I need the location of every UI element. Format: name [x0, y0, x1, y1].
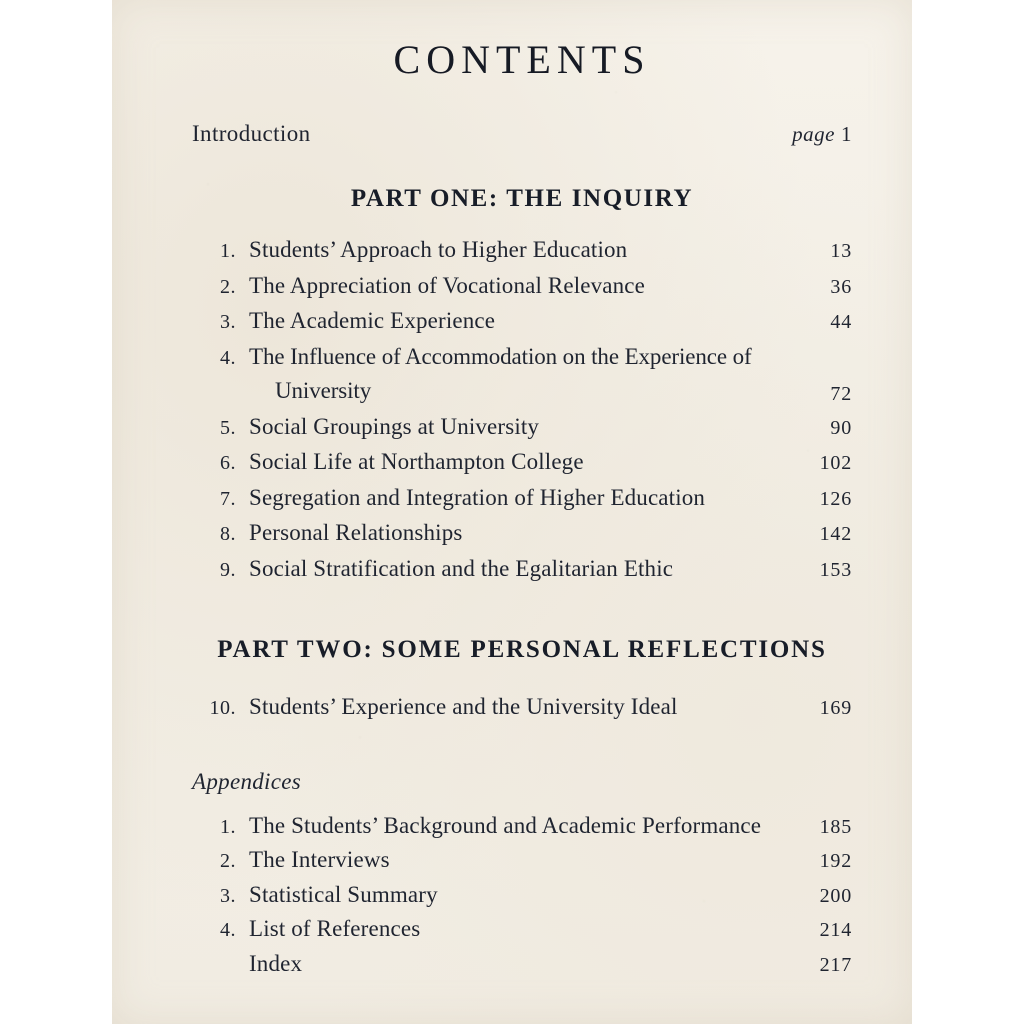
entry-page: 44: [830, 311, 852, 333]
entry-number: 3.: [220, 311, 236, 333]
list-item: [192, 233, 852, 268]
list-item: [192, 516, 852, 551]
list-item: [192, 843, 852, 878]
part-two-heading: PART TWO: SOME PERSONAL REFLECTIONS: [217, 636, 827, 663]
entry-page: 192: [819, 850, 852, 872]
entry-title: Segregation and Integration of Higher Education: [249, 484, 706, 510]
entry-title-line2: University: [275, 378, 372, 403]
entry-page: 214: [819, 919, 852, 941]
list-item: [192, 304, 852, 339]
list-item: [192, 878, 852, 913]
introduction-entry: [192, 121, 852, 147]
entry-number: 6.: [220, 452, 236, 474]
entry-title: The Interviews: [249, 847, 390, 872]
part-one-list: [192, 233, 852, 586]
entry-page: 169: [819, 697, 852, 719]
entry-number: 7.: [220, 487, 236, 510]
entry-title: [249, 340, 796, 409]
list-item: [192, 269, 852, 304]
list-item: [192, 410, 852, 445]
entry-title: Statistical Summary: [249, 881, 438, 907]
entry-page: 36: [830, 275, 852, 298]
entry-title: Students’ Approach to Higher Education: [249, 237, 628, 262]
entry-page: 142: [819, 523, 852, 545]
entry-title: Social Stratification and the Egalitarian Ethic: [249, 555, 674, 581]
contents-page-content: [112, 36, 912, 981]
entry-number: 10.: [209, 697, 236, 719]
entry-number: 4.: [220, 919, 236, 941]
entry-page: 126: [819, 487, 852, 510]
entry-page: 200: [819, 884, 852, 907]
entry-title: Social Life at Northampton College: [249, 449, 584, 474]
list-item: [192, 552, 852, 587]
list-item: [192, 912, 852, 947]
list-item: [192, 947, 852, 982]
appendices-list: [192, 809, 852, 982]
list-item: [192, 481, 852, 516]
entry-title-line1: The Influence of Accommodation on the Experience of: [249, 343, 752, 369]
entry-title: List of References: [249, 916, 421, 941]
entry-page: 185: [819, 815, 852, 838]
entry-page: 90: [830, 416, 852, 439]
page-word-label: page: [792, 122, 835, 146]
entry-title: The Academic Experience: [249, 308, 496, 333]
entry-number: 4.: [220, 346, 236, 369]
entry-number: 1.: [220, 815, 236, 838]
entry-title: Index: [249, 950, 303, 976]
entry-number: 2.: [220, 275, 236, 298]
entry-page: 102: [819, 452, 852, 474]
entry-page: 72: [830, 382, 852, 405]
introduction-label: Introduction: [192, 121, 311, 146]
entry-title: Personal Relationships: [249, 520, 463, 545]
introduction-page: [792, 122, 852, 147]
entry-number: 1.: [220, 240, 236, 262]
entry-number: 3.: [220, 884, 236, 907]
book-page: [112, 0, 912, 1024]
introduction-page-number: 1: [841, 122, 852, 146]
part-two-list: [192, 690, 852, 725]
entry-page: 153: [819, 558, 852, 581]
entry-number: [192, 950, 249, 980]
list-item: [192, 690, 852, 725]
entry-title: The Appreciation of Vocational Relevance: [249, 272, 646, 298]
entry-number: 8.: [220, 523, 236, 545]
entry-number: 9.: [220, 558, 236, 581]
entry-page: 13: [830, 240, 852, 262]
list-item: [192, 340, 852, 409]
appendices-label: Appendices: [192, 768, 302, 794]
entry-number: 2.: [220, 850, 236, 872]
entry-number: 5.: [220, 416, 236, 439]
entry-page: 217: [819, 953, 852, 976]
entry-title: Students’ Experience and the University Ideal: [249, 694, 678, 719]
page-title: CONTENTS: [393, 37, 651, 82]
entry-title: Social Groupings at University: [249, 413, 540, 439]
list-item: [192, 445, 852, 480]
part-one-heading: PART ONE: THE INQUIRY: [350, 185, 694, 212]
entry-title: The Students’ Background and Academic Performance: [249, 812, 762, 838]
list-item: [192, 809, 852, 844]
